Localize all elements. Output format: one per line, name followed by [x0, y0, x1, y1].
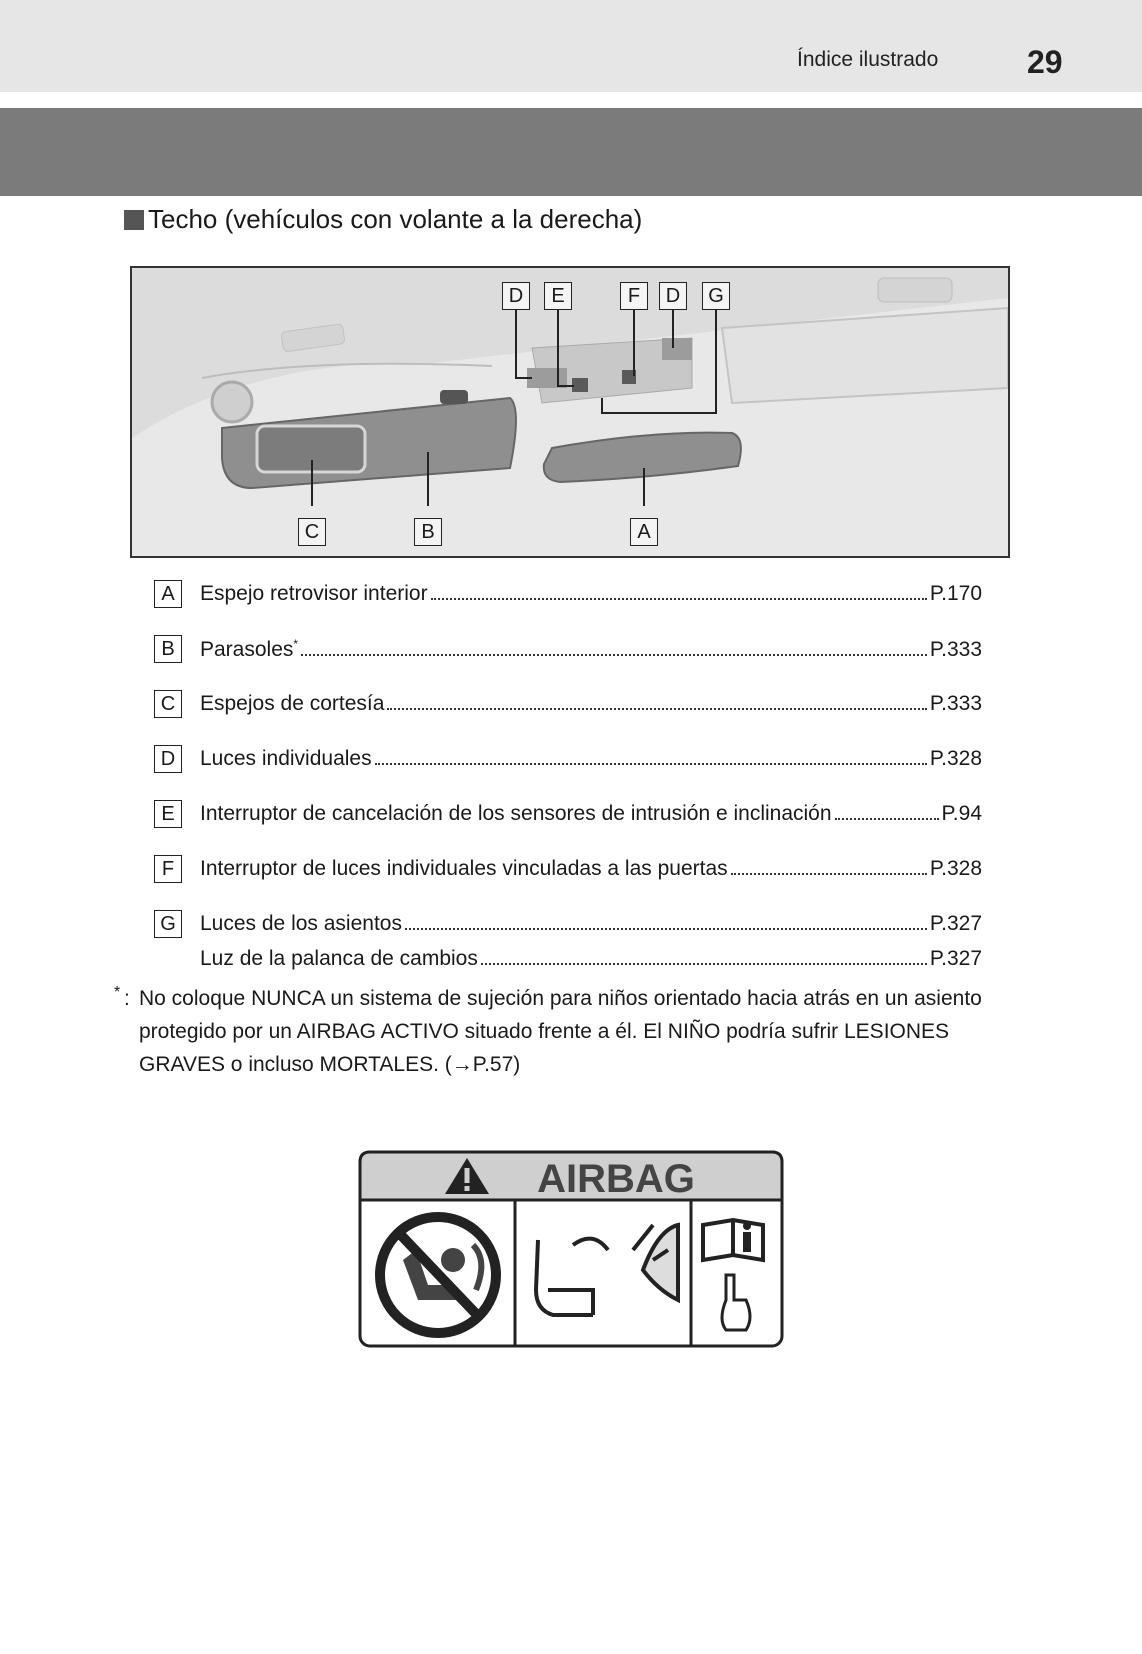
footnote-marker: *: [293, 637, 299, 651]
list-item: [152, 798, 982, 853]
dot-leader: [405, 928, 927, 930]
item-label: Parasoles: [200, 638, 294, 661]
page-number: 29: [1027, 44, 1063, 80]
callout-d-2: D: [659, 282, 687, 310]
list-item: [152, 743, 982, 798]
header-band: [0, 0, 1142, 92]
list-item: [152, 688, 982, 743]
item-key: D: [154, 745, 182, 773]
item-key: A: [154, 580, 182, 608]
page-reference-link[interactable]: P.327: [929, 947, 982, 970]
callout-g: G: [702, 282, 730, 310]
callout-e: E: [544, 282, 572, 310]
dot-leader: [387, 708, 926, 710]
list-subitem: [152, 943, 982, 979]
chapter-band: [0, 108, 1142, 196]
callout-b: B: [414, 518, 442, 546]
page-reference-link[interactable]: P.333: [929, 638, 982, 661]
dot-leader: [301, 654, 927, 656]
list-item: [152, 853, 982, 908]
list-item: [152, 578, 982, 633]
section-heading: [124, 204, 642, 235]
page-reference-link[interactable]: P.328: [929, 857, 982, 880]
header-title: Índice ilustrado: [797, 48, 939, 71]
item-label: Interruptor de luces individuales vinculadas a las puertas: [200, 857, 728, 880]
roof-drawing: [132, 268, 1008, 556]
item-label: Luces individuales: [200, 747, 372, 770]
callout-f: F: [620, 282, 648, 310]
footnote-colon: :: [124, 987, 130, 1010]
item-key: E: [154, 800, 182, 828]
dot-leader: [375, 763, 927, 765]
section-title: Techo (vehículos con volante a la derecha): [148, 204, 643, 234]
airbag-warning-label: [358, 1150, 784, 1348]
item-key: B: [154, 635, 182, 663]
dot-leader: [481, 963, 927, 965]
callout-a: A: [630, 518, 658, 546]
item-key: F: [154, 855, 182, 883]
footnote-marker: *: [114, 984, 121, 1001]
footnote: [114, 982, 1014, 1081]
page-reference-link[interactable]: P.94: [941, 802, 982, 825]
header-separator: [0, 92, 1142, 108]
dot-leader: [431, 598, 927, 600]
footnote-text: No coloque NUNCA un sistema de sujeción para niños orientado hacia atrás en un asiento protegido por un AIRBAG ACTIVO situado frente a él. El NIÑO podría sufrir LESIONES GRAVES o incluso MORTALES. (→P.57): [139, 987, 982, 1076]
page-reference-link[interactable]: P.333: [929, 692, 982, 715]
callout-c: C: [298, 518, 326, 546]
airbag-label-graphic: [358, 1150, 784, 1348]
page-reference-link[interactable]: P.327: [929, 912, 982, 935]
airbag-title: AIRBAG: [537, 1157, 695, 1201]
dot-leader: [731, 873, 927, 875]
roof-illustration: [130, 266, 1010, 558]
item-label: Interruptor de cancelación de los sensores de intrusión e inclinación: [200, 802, 832, 825]
subitem-label: Luz de la palanca de cambios: [200, 947, 478, 970]
component-list: [152, 578, 982, 979]
item-key: C: [154, 690, 182, 718]
item-label: Espejos de cortesía: [200, 692, 385, 715]
dot-leader: [835, 818, 939, 820]
item-label: Espejo retrovisor interior: [200, 582, 428, 605]
page-reference-link[interactable]: P.328: [929, 747, 982, 770]
page-reference-link[interactable]: P.170: [929, 582, 982, 605]
list-item: [152, 633, 982, 688]
section-square-icon: [124, 210, 144, 230]
item-key: G: [154, 910, 182, 938]
callout-d-1: D: [502, 282, 530, 310]
item-label: Luces de los asientos: [200, 912, 402, 935]
